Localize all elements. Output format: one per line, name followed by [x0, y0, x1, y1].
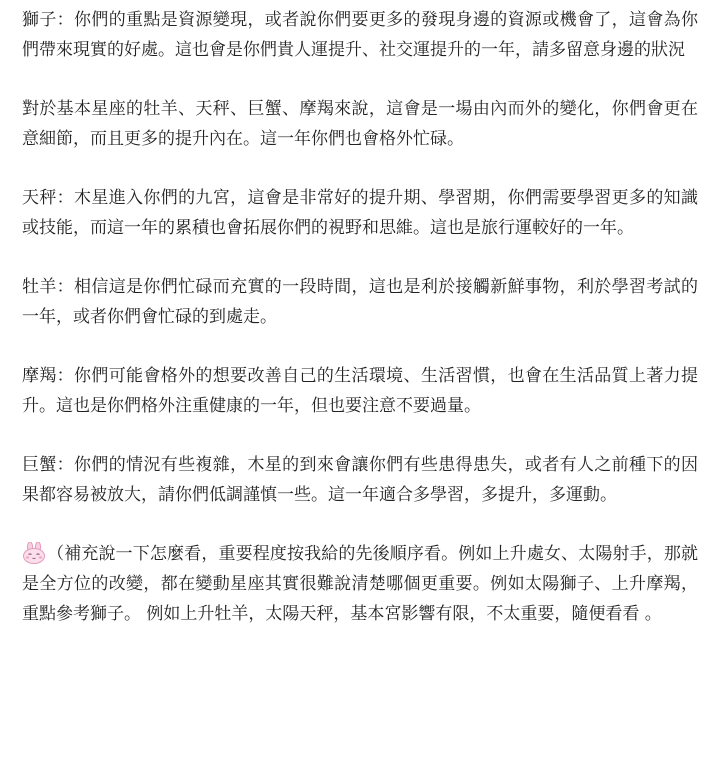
paragraph-note — [22, 539, 698, 629]
note-text: （補充說一下怎麼看，重要程度按我給的先後順序看。例如上升處女、太陽射手，那就是全方位的改變，都在變動星座其實很難說清楚哪個更重要。例如太陽獅子、上升摩羯，重點參考獅子。 例如上升牡羊，太陽天秤，基本宮影響有限，不太重要，隨便看看 。 — [22, 544, 698, 624]
paragraph-cardinal-signs: 對於基本星座的牡羊、天秤、巨蟹、摩羯來說，這會是一場由內而外的變化，你們會更在意細節，而且更多的提升內在。這一年你們也會格外忙碌。 — [22, 99, 698, 149]
paragraph-libra: 天秤：木星進入你們的九宮，這會是非常好的提升期、學習期，你們需要學習更多的知識或技能，而這一年的累積也會拓展你們的視野和思維。這也是旅行運較好的一年。 — [22, 188, 698, 238]
paragraph-leo: 獅子：你們的重點是資源變現，或者說你們要更多的發現身邊的資源或機會了，這會為你們帶來現實的好處。這也會是你們貴人運提升、社交運提升的一年，請多留意身邊的狀況 — [22, 10, 698, 60]
paragraph-capricorn: 摩羯：你們可能會格外的想要改善自己的生活環境、生活習慣，也會在生活品質上著力提升。這也是你們格外注重健康的一年，但也要注意不要過量。 — [22, 366, 698, 416]
bunny-face-icon — [22, 542, 46, 564]
paragraph-cancer: 巨蟹：你們的情況有些複雜，木星的到來會讓你們有些患得患失，或者有人之前種下的因果都容易被放大，請你們低調謹慎一些。這一年適合多學習，多提升，多運動。 — [22, 455, 698, 505]
paragraph-aries: 牡羊：相信這是你們忙碌而充實的一段時間，這也是利於接觸新鮮事物，利於學習考試的一年，或者你們會忙碌的到處走。 — [22, 277, 698, 327]
article-body — [22, 5, 698, 629]
